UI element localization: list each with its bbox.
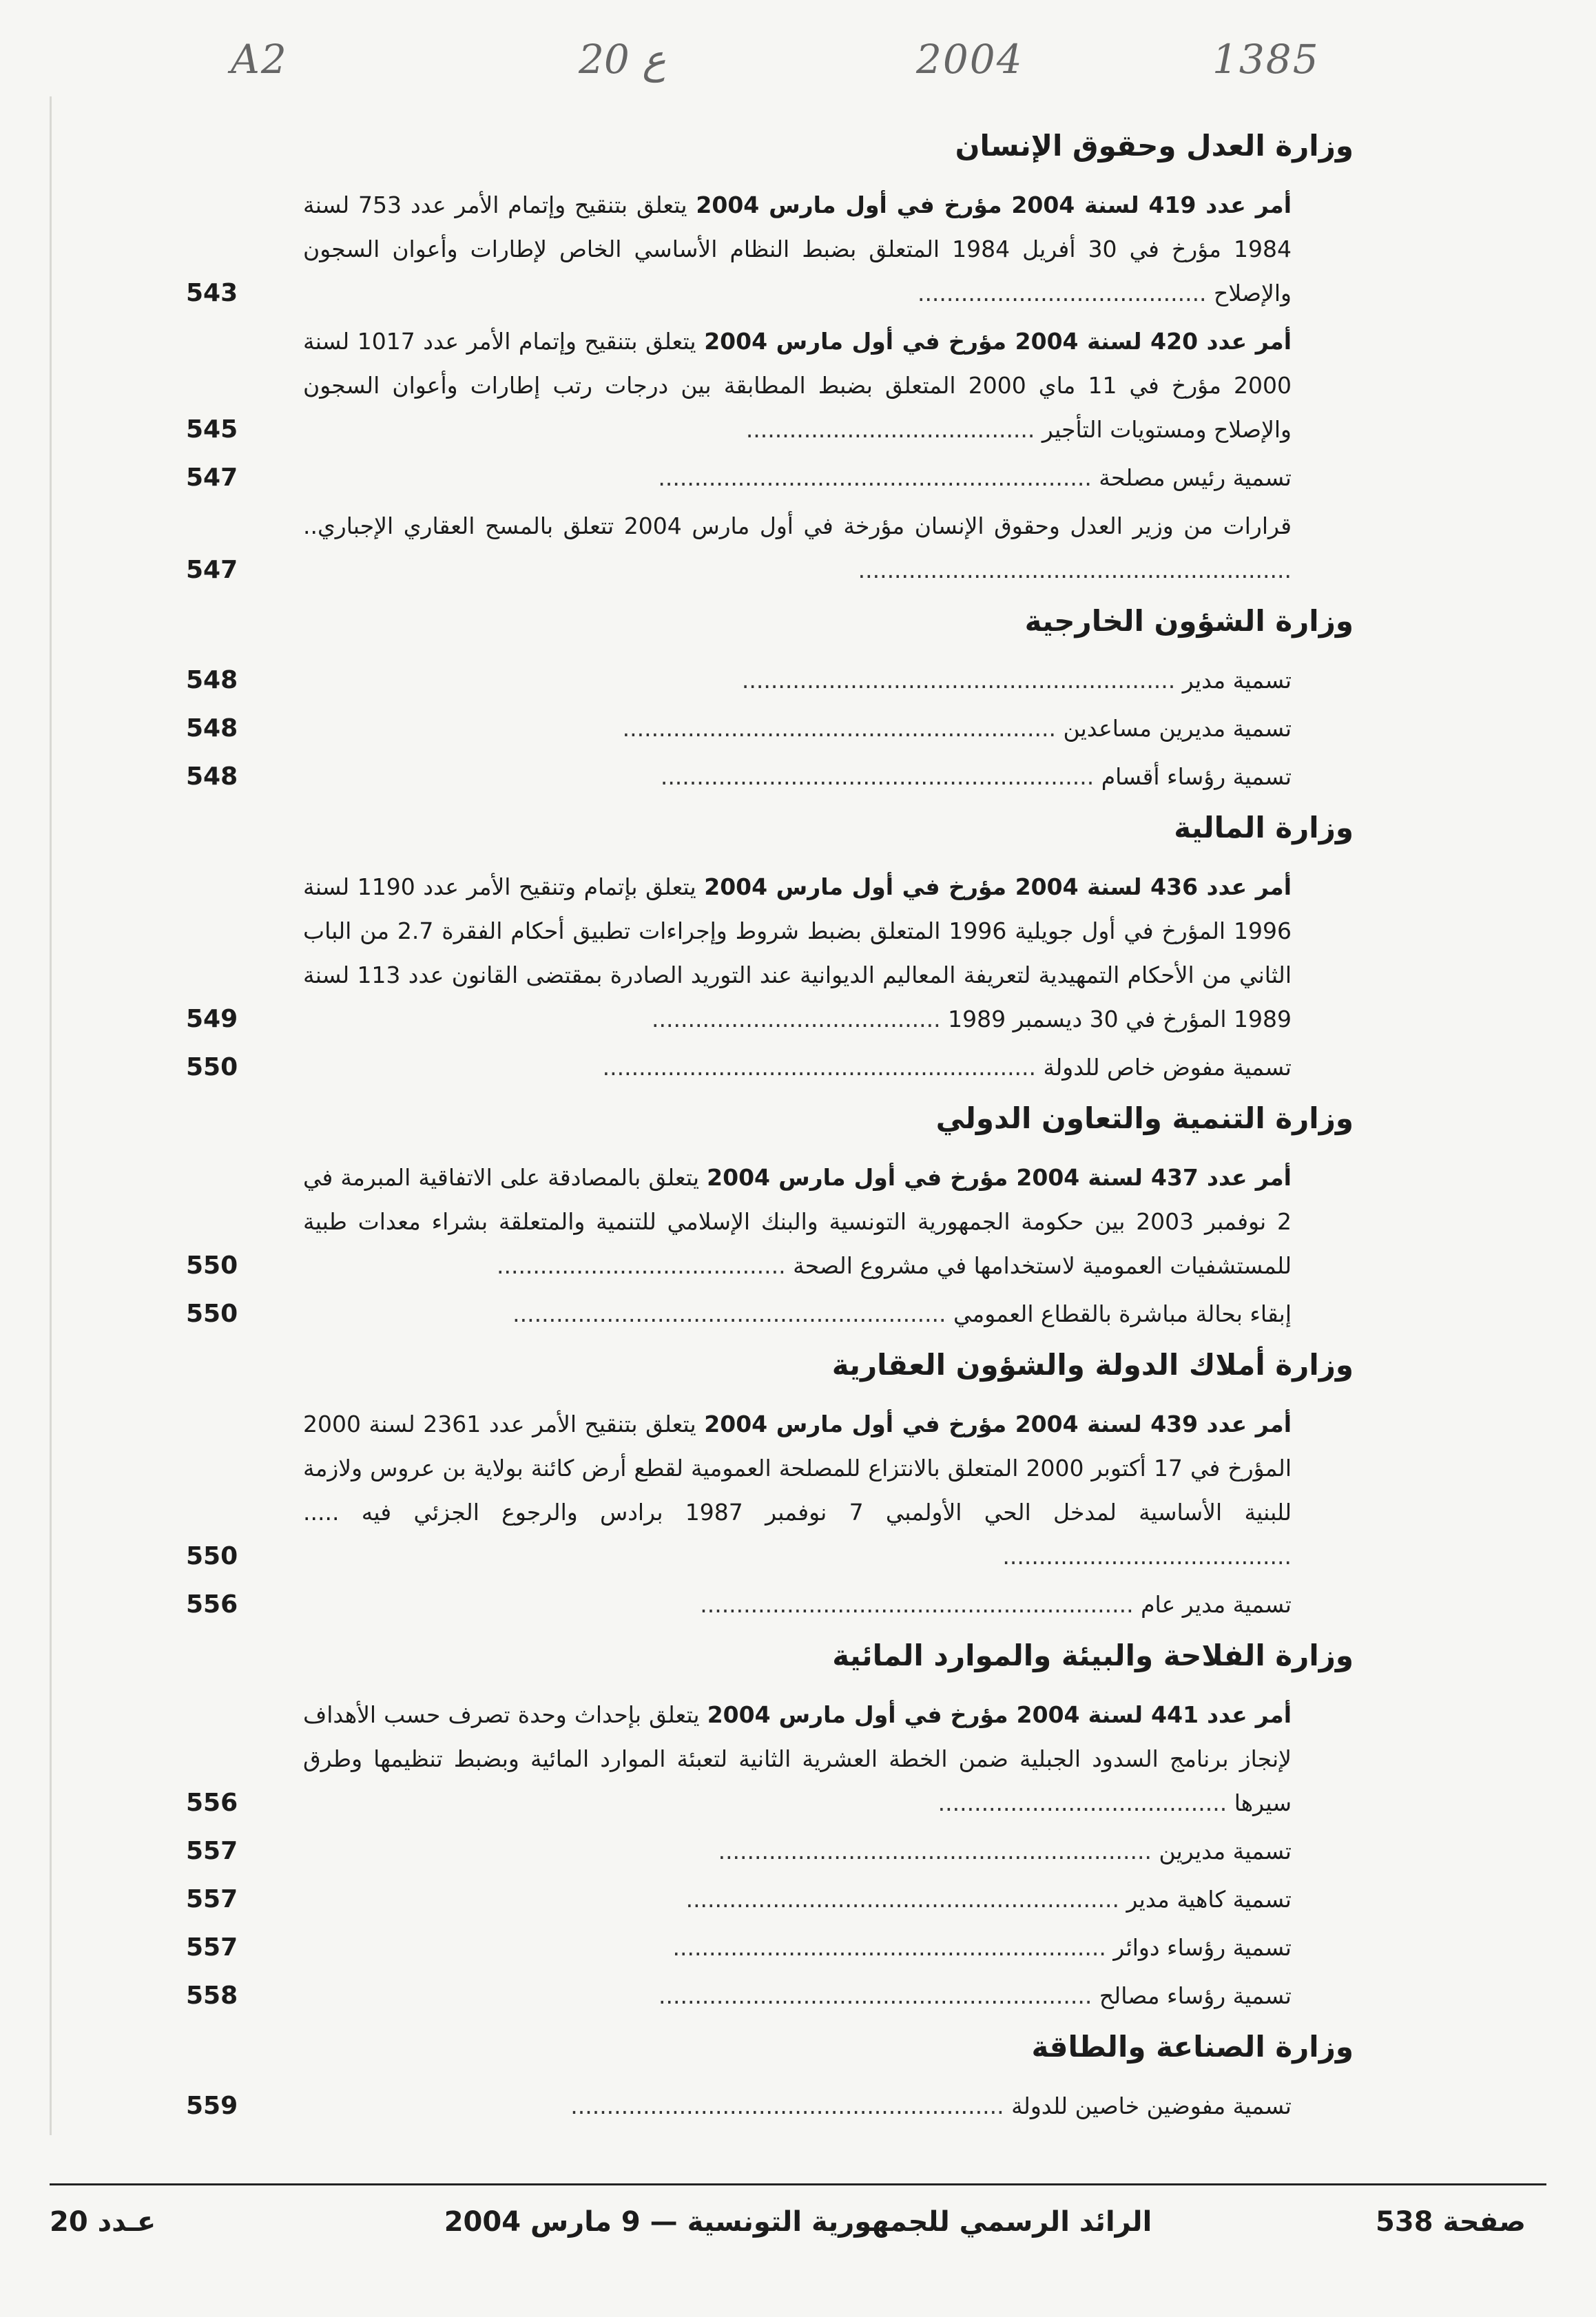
ministry-title: وزارة الشؤون الخارجية xyxy=(1024,604,1354,638)
entry-description: تسمية مديرين xyxy=(1159,1838,1292,1864)
entry-page-number: 550 xyxy=(186,1251,238,1280)
leader-dots: ............................................................ xyxy=(718,1838,1159,1864)
entry-text xyxy=(262,755,1360,799)
toc-entry xyxy=(186,183,1360,315)
entry-page-number: 545 xyxy=(186,415,238,444)
entry-text xyxy=(262,865,1360,1041)
leader-dots: ............................................................ xyxy=(672,1934,1114,1961)
entry-description: تسمية كاهية مدير xyxy=(1126,1886,1292,1913)
entry-text xyxy=(262,1829,1360,1873)
toc-entry xyxy=(186,1878,1360,1922)
ministry-title: وزارة العدل وحقوق الإنسان xyxy=(955,129,1354,163)
entry-page-number: 550 xyxy=(186,1300,238,1328)
decree-reference: أمر عدد 439 لسنة 2004 مؤرخ في أول مارس 2004 xyxy=(704,1411,1292,1437)
leader-dots: ............................................................ xyxy=(741,667,1183,694)
entry-description: يتعلق بالمصادقة على الاتفاقية المبرمة في 2 نوفمبر 2003 بين حكومة الجمهورية التونسية والبنك الإسلامي للتنمية والمتعلقة بشراء معدات طبية للمستشفيات العمومية لاستخدامها في مشروع الصحة xyxy=(303,1164,1292,1279)
handwritten-note: 20 ع xyxy=(579,36,666,83)
entry-text xyxy=(262,1046,1360,1090)
leader-dots: ........................................ xyxy=(745,416,1042,443)
toc-entry xyxy=(186,320,1360,452)
ministry-section xyxy=(186,1343,1360,1627)
ministry-title: وزارة أملاك الدولة والشؤون العقارية xyxy=(831,1348,1354,1382)
decree-reference: أمر عدد 436 لسنة 2004 مؤرخ في أول مارس 2004 xyxy=(704,873,1292,900)
toc-entry xyxy=(186,1583,1360,1627)
entry-description: قرارات من وزير العدل وحقوق الإنسان مؤرخة في أول مارس 2004 تتعلق بالمسح العقاري الإجباري.. xyxy=(303,512,1292,539)
toc-entry xyxy=(186,1402,1360,1579)
entry-page-number: 547 xyxy=(186,464,238,492)
entry-text xyxy=(262,707,1360,751)
leader-dots: ........................................ xyxy=(652,1006,949,1032)
entry-page-number: 550 xyxy=(186,1542,238,1570)
ministry-section xyxy=(186,1097,1360,1336)
entry-description: تسمية مدير عام xyxy=(1141,1591,1292,1618)
entry-page-number: 550 xyxy=(186,1053,238,1081)
entry-description: تسمية مفوض خاص للدولة xyxy=(1043,1054,1292,1081)
entry-description: إبقاء بحالة مباشرة بالقطاع العمومي xyxy=(953,1300,1292,1327)
entry-text xyxy=(262,658,1360,703)
toc-entry xyxy=(186,755,1360,799)
toc-entry xyxy=(186,1829,1360,1873)
entry-page-number: 548 xyxy=(186,762,238,791)
entry-text xyxy=(262,320,1360,452)
leader-dots: ............................................................ xyxy=(658,1982,1099,2009)
leader-dots: ............................................................ xyxy=(660,763,1101,790)
entry-page-number: 556 xyxy=(186,1590,238,1619)
leader-dots: ............................................................ xyxy=(700,1591,1141,1618)
ministry-section xyxy=(186,806,1360,1090)
entry-description: تسمية رئيس مصلحة xyxy=(1099,464,1292,491)
leader-dots: ............................................................ xyxy=(658,464,1099,491)
toc-entry xyxy=(186,1292,1360,1336)
entry-page-number: 557 xyxy=(186,1885,238,1913)
toc-entry xyxy=(186,1693,1360,1825)
ministry-section xyxy=(186,599,1360,799)
entry-description: يتعلق بإتمام وتنقيح الأمر عدد 1190 لسنة 1996 المؤرخ في أول جويلية 1996 المتعلق بضبط شروط وإجراءات تطبيق أحكام الفقرة 2.7 من الباب الثاني من الأحكام التمهيدية لتعريفة المعاليم الديوانية عند التوريد الصادرة بمقتضى القانون عدد 113 لسنة 1989 المؤرخ في 30 ديسمبر 1989 xyxy=(303,873,1292,1032)
toc-entry xyxy=(186,1156,1360,1288)
leader-dots: ............................................................ xyxy=(602,1054,1044,1081)
leader-dots: ............................................................ xyxy=(685,1886,1127,1913)
entry-text xyxy=(262,1878,1360,1922)
entry-description: يتعلق بإحداث وحدة تصرف حسب الأهداف لإنجاز برنامج السدود الجبلية ضمن الخطة العشرية الثانية لتعبئة الموارد المائية وبضبط تنظيمها وطرق سيرها xyxy=(303,1701,1292,1816)
handwritten-note: 1385 xyxy=(1212,36,1320,83)
entry-description: تسمية رؤساء أقسام xyxy=(1101,763,1292,790)
toc-entry xyxy=(186,707,1360,751)
ministry-title: وزارة الصناعة والطاقة xyxy=(1031,2030,1354,2064)
toc-entry xyxy=(186,1926,1360,1970)
entry-text xyxy=(262,1402,1360,1579)
entry-page-number: 548 xyxy=(186,714,238,742)
handwritten-annotations xyxy=(0,36,1596,98)
scan-edge xyxy=(50,96,72,2135)
handwritten-note: 2004 xyxy=(916,36,1024,83)
entry-page-number: 549 xyxy=(186,1005,238,1033)
entry-text xyxy=(262,456,1360,500)
ministry-title: وزارة المالية xyxy=(1174,811,1354,844)
entry-description: يتعلق بتنقيح وإتمام الأمر عدد 1017 لسنة 2000 مؤرخ في 11 ماي 2000 المتعلق بضبط المطابقة بين درجات رتب إطارات وأعوان السجون والإصلاح ومستويات التأجير xyxy=(303,328,1292,443)
entry-description: تسمية رؤساء دوائر xyxy=(1113,1934,1292,1961)
entry-text xyxy=(262,2084,1360,2128)
decree-reference: أمر عدد 441 لسنة 2004 مؤرخ في أول مارس 2004 xyxy=(707,1701,1292,1728)
entry-page-number: 558 xyxy=(186,1982,238,2010)
ministry-section xyxy=(186,124,1360,592)
entry-page-number: 557 xyxy=(186,1933,238,1962)
leader-dots: ............................................................ xyxy=(622,715,1064,742)
entry-text xyxy=(262,1693,1360,1825)
footer-journal-title: الرائد الرسمي للجمهورية التونسية — 9 مارس 2004 xyxy=(444,2206,1152,2238)
ministry-section xyxy=(186,2025,1360,2128)
leader-dots: ........................................ xyxy=(937,1789,1234,1816)
footer-issue-number: عـدد 20 xyxy=(50,2206,156,2238)
entry-page-number: 557 xyxy=(186,1837,238,1865)
entry-text xyxy=(262,504,1360,592)
page-footer xyxy=(50,2183,1546,2254)
entry-description: تسمية مديرين مساعدين xyxy=(1063,715,1292,742)
toc-entry xyxy=(186,504,1360,592)
table-of-contents xyxy=(186,117,1360,2135)
leader-dots: ........................................ xyxy=(917,280,1214,306)
entry-text xyxy=(262,183,1360,315)
leader-dots: ........................................ xyxy=(496,1252,794,1279)
toc-entry xyxy=(186,1974,1360,2018)
toc-entry xyxy=(186,456,1360,500)
toc-entry xyxy=(186,658,1360,703)
entry-page-number: 548 xyxy=(186,666,238,694)
entry-page-number: 547 xyxy=(186,556,238,584)
entry-text xyxy=(262,1974,1360,2018)
entry-page-number: 559 xyxy=(186,2092,238,2120)
leader-dots: ............................................................ xyxy=(858,557,1292,583)
toc-entry xyxy=(186,1046,1360,1090)
entry-text xyxy=(262,1156,1360,1288)
entry-description: تسمية مدير xyxy=(1182,667,1292,694)
entry-description: يتعلق بتنقيح الأمر عدد 2361 لسنة 2000 المؤرخ في 17 أكتوبر 2000 المتعلق بالانتزاع للمصلحة العمومية لقطع أرض كائنة بولاية بن عروس ولازمة للبنية الأساسية لمدخل الحي الأولمبي 7 نوفمبر 1987 برادس والرجوع الجزئي فيه ..... xyxy=(303,1411,1292,1526)
decree-reference: أمر عدد 437 لسنة 2004 مؤرخ في أول مارس 2004 xyxy=(707,1164,1292,1191)
entry-description: تسمية رؤساء مصالح xyxy=(1099,1982,1292,2009)
toc-entry xyxy=(186,865,1360,1041)
decree-reference: أمر عدد 419 لسنة 2004 مؤرخ في أول مارس 2004 xyxy=(696,191,1292,218)
decree-reference: أمر عدد 420 لسنة 2004 مؤرخ في أول مارس 2004 xyxy=(704,328,1292,355)
entry-page-number: 556 xyxy=(186,1789,238,1817)
ministry-section xyxy=(186,1634,1360,2018)
entry-text xyxy=(262,1926,1360,1970)
ministry-title: وزارة الفلاحة والبيئة والموارد المائية xyxy=(832,1639,1354,1672)
entry-page-number: 543 xyxy=(186,279,238,307)
entry-description: تسمية مفوضين خاصين للدولة xyxy=(1011,2092,1292,2119)
leader-dots: ........................................ xyxy=(1002,1543,1292,1570)
ministry-title: وزارة التنمية والتعاون الدولي xyxy=(935,1101,1354,1135)
footer-page-number: صفحة 538 xyxy=(1376,2206,1526,2238)
leader-dots: ............................................................ xyxy=(512,1300,954,1327)
leader-dots: ............................................................ xyxy=(570,2092,1012,2119)
handwritten-note: A2 xyxy=(231,36,288,83)
entry-description: يتعلق بتنقيح وإتمام الأمر عدد 753 لسنة 1984 مؤرخ في 30 أفريل 1984 المتعلق بضبط النظام الأساسي الخاص لإطارات وأعوان السجون والإصلاح xyxy=(303,191,1292,306)
toc-entry xyxy=(186,2084,1360,2128)
entry-text xyxy=(262,1583,1360,1627)
entry-text xyxy=(262,1292,1360,1336)
